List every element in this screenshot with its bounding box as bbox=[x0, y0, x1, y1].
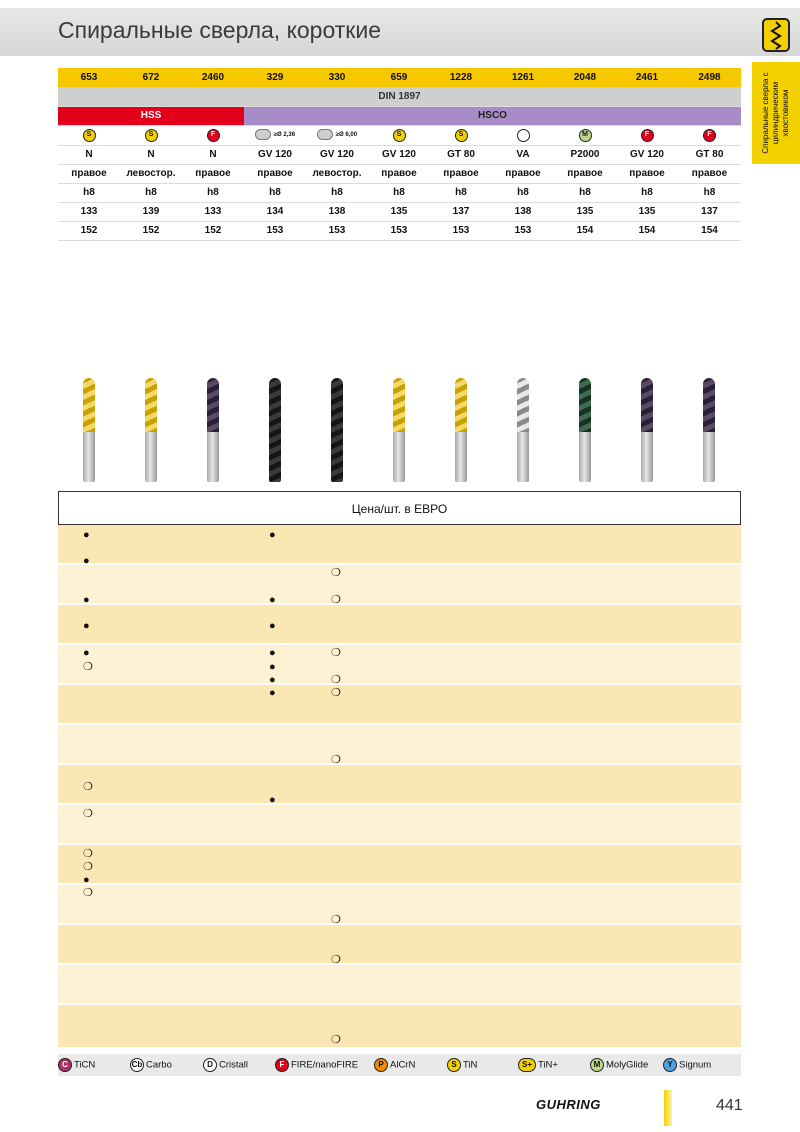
catalog-page-link[interactable]: 135 bbox=[616, 202, 678, 221]
tin-coating-icon: S bbox=[455, 129, 468, 142]
direction-cell: правое bbox=[554, 164, 616, 183]
price-band bbox=[58, 845, 741, 883]
price-band bbox=[58, 885, 741, 923]
price-band bbox=[58, 525, 741, 563]
title-bar bbox=[0, 8, 800, 56]
drill-image bbox=[269, 378, 281, 482]
legend-item bbox=[447, 1058, 477, 1073]
fire-coating-icon: F bbox=[641, 129, 654, 142]
catalog-page-link[interactable]: 153 bbox=[306, 221, 368, 240]
price-band bbox=[58, 765, 741, 803]
tolerance-cell: h8 bbox=[554, 183, 616, 202]
type-cell: GT 80 bbox=[678, 145, 741, 164]
section-tab-label: Спиральные сверла с цилиндрическим хвостовиком bbox=[761, 72, 790, 154]
article-number[interactable]: 659 bbox=[368, 68, 430, 87]
tin-coating-icon: S bbox=[447, 1058, 461, 1072]
legend-label: TiN+ bbox=[538, 1059, 558, 1071]
standard-label: DIN 1897 bbox=[58, 87, 741, 106]
drill-images bbox=[58, 378, 741, 486]
type-cell: N bbox=[182, 145, 244, 164]
drill-image bbox=[455, 378, 467, 482]
fire-coating-icon: F bbox=[275, 1058, 289, 1072]
type-cell: P2000 bbox=[554, 145, 616, 164]
availability-circle: ❍ bbox=[83, 661, 93, 673]
catalog-page-link[interactable]: 153 bbox=[368, 221, 430, 240]
availability-circle: ❍ bbox=[331, 914, 341, 926]
uncoated-surface-icon bbox=[317, 129, 333, 140]
signum-coating-icon: Y bbox=[663, 1058, 677, 1072]
catalog-page-link[interactable]: 137 bbox=[678, 202, 741, 221]
article-number[interactable]: 2498 bbox=[678, 68, 741, 87]
availability-circle: ❍ bbox=[331, 954, 341, 966]
tolerance-cell: h8 bbox=[120, 183, 182, 202]
tolerance-cell: h8 bbox=[306, 183, 368, 202]
material-row bbox=[58, 106, 741, 125]
catalog-page-link[interactable]: 139 bbox=[120, 202, 182, 221]
availability-circle: ❍ bbox=[331, 674, 341, 686]
material-hsco: HSCO bbox=[244, 106, 741, 125]
catalog-page-link[interactable]: 152 bbox=[58, 221, 120, 240]
direction-cell: левостор. bbox=[306, 164, 368, 183]
tolerance-cell: h8 bbox=[58, 183, 120, 202]
price-band bbox=[58, 1005, 741, 1047]
direction-cell: правое bbox=[244, 164, 306, 183]
catalog-page-link[interactable]: 154 bbox=[616, 221, 678, 240]
carbo-coating-icon: Cb bbox=[130, 1058, 144, 1072]
availability-dot: ● bbox=[269, 674, 276, 686]
drill-image bbox=[145, 378, 157, 482]
coating-cell bbox=[58, 125, 120, 145]
availability-dot: ● bbox=[83, 594, 90, 606]
drill-icon bbox=[762, 18, 790, 52]
uncoated-surface-icon bbox=[255, 129, 271, 140]
availability-dot: ● bbox=[83, 874, 90, 886]
type-cell: N bbox=[120, 145, 182, 164]
availability-circle: ❍ bbox=[83, 781, 93, 793]
cristall-coating-icon: D bbox=[203, 1058, 217, 1072]
article-number-row bbox=[58, 68, 741, 87]
legend-label: Carbo bbox=[146, 1059, 172, 1071]
catalog-page-link[interactable]: 138 bbox=[492, 202, 554, 221]
direction-cell: правое bbox=[430, 164, 492, 183]
tolerance-cell: h8 bbox=[430, 183, 492, 202]
catalog-page-link[interactable]: 153 bbox=[430, 221, 492, 240]
direction-cell: правое bbox=[678, 164, 741, 183]
legend-label: MolyGlide bbox=[606, 1059, 649, 1071]
drill-image bbox=[207, 378, 219, 482]
drill-image bbox=[579, 378, 591, 482]
page-number: 441 bbox=[716, 1097, 743, 1114]
availability-dot: ● bbox=[269, 594, 276, 606]
legend-label: Cristall bbox=[219, 1059, 249, 1071]
catalog-page-link[interactable]: 152 bbox=[120, 221, 182, 240]
availability-circle: ❍ bbox=[331, 687, 341, 699]
material-hss: HSS bbox=[58, 106, 244, 125]
direction-cell: правое bbox=[492, 164, 554, 183]
legend-item bbox=[203, 1058, 248, 1073]
drill-image bbox=[393, 378, 405, 482]
price-grid bbox=[58, 525, 741, 1047]
article-number[interactable]: 672 bbox=[120, 68, 182, 87]
tolerance-cell: h8 bbox=[182, 183, 244, 202]
article-number[interactable]: 329 bbox=[244, 68, 306, 87]
drill-image bbox=[517, 378, 529, 482]
catalog-page-link[interactable]: 153 bbox=[492, 221, 554, 240]
molyglide-coating-icon: M bbox=[590, 1058, 604, 1072]
availability-circle: ❍ bbox=[83, 808, 93, 820]
catalog-page-link[interactable]: 152 bbox=[182, 221, 244, 240]
direction-cell: правое bbox=[616, 164, 678, 183]
no-coating-icon bbox=[517, 129, 530, 142]
coating-note: ≥Ø 2,36 bbox=[273, 131, 296, 138]
spec-table bbox=[58, 68, 741, 241]
availability-dot: ● bbox=[83, 555, 90, 567]
availability-circle: ❍ bbox=[83, 887, 93, 899]
legend-item bbox=[58, 1058, 95, 1073]
coating-cell bbox=[678, 125, 741, 145]
tolerance-cell: h8 bbox=[616, 183, 678, 202]
tolerance-cell: h8 bbox=[492, 183, 554, 202]
coating-note: ≥Ø 6,00 bbox=[335, 131, 358, 138]
legend-item bbox=[275, 1058, 358, 1073]
legend-label: FIRE/nanoFIRE bbox=[291, 1059, 359, 1071]
type-cell: GV 120 bbox=[306, 145, 368, 164]
coating-cell bbox=[492, 125, 554, 145]
molyglide-coating-icon: M bbox=[579, 129, 592, 142]
catalog-page-row bbox=[58, 202, 741, 221]
price-band bbox=[58, 925, 741, 963]
availability-dot: ● bbox=[269, 687, 276, 699]
availability-dot: ● bbox=[269, 661, 276, 673]
availability-circle: ❍ bbox=[83, 848, 93, 860]
direction-row bbox=[58, 164, 741, 183]
catalog-page-link[interactable]: 154 bbox=[554, 221, 616, 240]
drill-image bbox=[703, 378, 715, 482]
standard-row bbox=[58, 87, 741, 106]
page-title: Спиральные сверла, короткие bbox=[58, 17, 381, 43]
coating-row bbox=[58, 125, 741, 145]
price-band bbox=[58, 805, 741, 843]
tin-plus-coating-icon: S+ bbox=[518, 1058, 536, 1072]
availability-dot: ● bbox=[83, 647, 90, 659]
legend-item bbox=[130, 1058, 172, 1073]
price-band bbox=[58, 725, 741, 763]
direction-cell: правое bbox=[58, 164, 120, 183]
availability-dot: ● bbox=[83, 620, 90, 632]
tin-coating-icon: S bbox=[145, 129, 158, 142]
article-number[interactable]: 2048 bbox=[554, 68, 616, 87]
coating-cell bbox=[244, 125, 306, 145]
type-row bbox=[58, 145, 741, 164]
price-band bbox=[58, 685, 741, 723]
catalog-page-link[interactable]: 153 bbox=[244, 221, 306, 240]
fire-coating-icon: F bbox=[703, 129, 716, 142]
availability-dot: ● bbox=[269, 620, 276, 632]
legend-label: TiCN bbox=[74, 1059, 96, 1071]
footer-accent-bar bbox=[664, 1090, 672, 1126]
legend-label: AlCrN bbox=[390, 1059, 416, 1071]
price-band bbox=[58, 645, 741, 683]
legend-label: Signum bbox=[679, 1059, 712, 1071]
drill-image bbox=[83, 378, 95, 482]
catalog-page-link[interactable]: 135 bbox=[368, 202, 430, 221]
tolerance-row bbox=[58, 183, 741, 202]
availability-circle: ❍ bbox=[331, 1034, 341, 1046]
availability-circle: ❍ bbox=[331, 754, 341, 766]
tolerance-cell: h8 bbox=[368, 183, 430, 202]
coating-cell bbox=[306, 125, 368, 145]
tin-coating-icon: S bbox=[83, 129, 96, 142]
legend-item bbox=[518, 1058, 558, 1073]
availability-circle: ❍ bbox=[83, 861, 93, 873]
legend-item bbox=[374, 1058, 415, 1073]
catalog-page-link[interactable]: 134 bbox=[244, 202, 306, 221]
direction-cell: правое bbox=[368, 164, 430, 183]
catalog-page-link[interactable]: 133 bbox=[182, 202, 244, 221]
article-number[interactable]: 2461 bbox=[616, 68, 678, 87]
coating-cell bbox=[120, 125, 182, 145]
price-band bbox=[58, 565, 741, 603]
availability-circle: ❍ bbox=[331, 594, 341, 606]
legend-label: TiN bbox=[463, 1059, 478, 1071]
price-band bbox=[58, 965, 741, 1003]
price-header bbox=[58, 491, 741, 525]
alcrn-coating-icon: P bbox=[374, 1058, 388, 1072]
fire-coating-icon: F bbox=[207, 129, 220, 142]
availability-dot: ● bbox=[83, 529, 90, 541]
type-cell: VA bbox=[492, 145, 554, 164]
catalog-page-link[interactable]: 135 bbox=[554, 202, 616, 221]
section-tab[interactable] bbox=[752, 62, 800, 164]
catalog-page-link[interactable]: 154 bbox=[678, 221, 741, 240]
availability-circle: ❍ bbox=[331, 647, 341, 659]
type-cell: GV 120 bbox=[244, 145, 306, 164]
coating-legend bbox=[58, 1054, 741, 1076]
availability-circle: ❍ bbox=[331, 567, 341, 579]
article-number[interactable]: 2460 bbox=[182, 68, 244, 87]
drill-image bbox=[331, 378, 343, 482]
legend-item bbox=[663, 1058, 711, 1073]
article-number[interactable]: 330 bbox=[306, 68, 368, 87]
article-number[interactable]: 653 bbox=[58, 68, 120, 87]
availability-dot: ● bbox=[269, 647, 276, 659]
catalog-page-link[interactable]: 133 bbox=[58, 202, 120, 221]
catalog-page-link[interactable]: 138 bbox=[306, 202, 368, 221]
tin-coating-icon: S bbox=[393, 129, 406, 142]
type-cell: GT 80 bbox=[430, 145, 492, 164]
coating-cell bbox=[616, 125, 678, 145]
tolerance-cell: h8 bbox=[678, 183, 741, 202]
tolerance-cell: h8 bbox=[244, 183, 306, 202]
direction-cell: правое bbox=[182, 164, 244, 183]
price-header-label: Цена/шт. в ЕВРО bbox=[351, 502, 448, 516]
legend-item bbox=[590, 1058, 648, 1073]
ticn-coating-icon: C bbox=[58, 1058, 72, 1072]
drill-image bbox=[641, 378, 653, 482]
coating-cell bbox=[368, 125, 430, 145]
article-number[interactable]: 1261 bbox=[492, 68, 554, 87]
type-cell: GV 120 bbox=[368, 145, 430, 164]
direction-cell: левостор. bbox=[120, 164, 182, 183]
brand-logo: GUHRING bbox=[536, 1097, 601, 1112]
coating-cell bbox=[554, 125, 616, 145]
catalog-page-link[interactable]: 137 bbox=[430, 202, 492, 221]
type-cell: GV 120 bbox=[616, 145, 678, 164]
availability-dot: ● bbox=[269, 529, 276, 541]
price-band bbox=[58, 605, 741, 643]
availability-dot: ● bbox=[269, 794, 276, 806]
catalog-page-row bbox=[58, 221, 741, 240]
coating-cell bbox=[430, 125, 492, 145]
article-number[interactable]: 1228 bbox=[430, 68, 492, 87]
coating-cell bbox=[182, 125, 244, 145]
type-cell: N bbox=[58, 145, 120, 164]
